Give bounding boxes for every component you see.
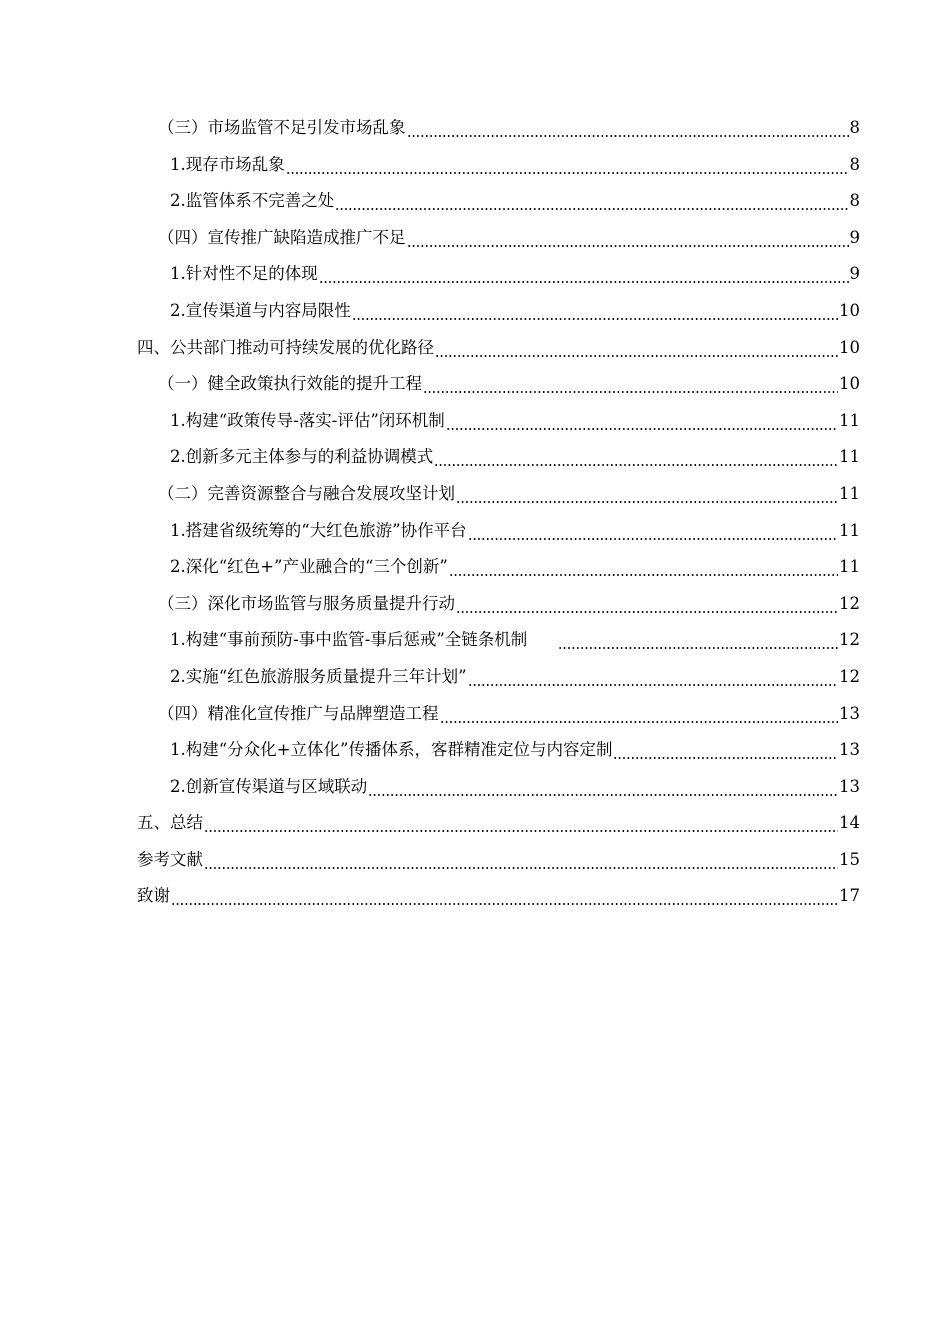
toc-entry-title: （四）宣传推广缺陷造成推广不足: [158, 220, 406, 257]
dot-leader: [449, 549, 838, 586]
toc-entry-title: 1.搭建省级统筹的“大红色旅游”协作平台: [170, 513, 467, 550]
toc-entry[interactable]: [0, 366, 950, 403]
dot-leader: [435, 330, 838, 367]
dot-leader: [468, 513, 838, 550]
toc-entry-page: 12: [839, 630, 860, 650]
toc-entry-title: 2.宣传渠道与内容局限性: [170, 293, 351, 330]
toc-entry-page: 14: [839, 813, 860, 833]
toc-entry-page: 13: [839, 703, 860, 723]
dot-leader: [440, 696, 839, 733]
dot-leader: [286, 147, 849, 184]
toc-entry-page: 9: [849, 227, 860, 247]
toc-entry-title: 1.构建“分众化+立体化”传播体系，客群精准定位与内容定制: [170, 732, 612, 769]
toc-entry-page: 10: [839, 300, 860, 320]
toc-entry[interactable]: [0, 293, 950, 330]
toc-entry-page: 13: [839, 776, 860, 796]
dot-leader: [613, 732, 838, 769]
toc-entry-title: 1.构建“政策传导-落实-评估”闭环机制: [170, 403, 445, 440]
toc-entry-title: 1.针对性不足的体现: [170, 256, 318, 293]
toc-entry-page: 8: [849, 191, 860, 211]
dot-leader: [456, 586, 838, 623]
toc-entry[interactable]: [0, 586, 950, 623]
toc-entry[interactable]: [0, 476, 950, 513]
toc-entry[interactable]: [0, 183, 950, 220]
toc-entry-title: （三）深化市场监管与服务质量提升行动: [158, 586, 455, 623]
toc-entry-title: 2.监管体系不完善之处: [170, 183, 334, 220]
dot-leader: [434, 439, 838, 476]
toc-entry[interactable]: [0, 659, 950, 696]
toc-entry-title: 致谢: [137, 878, 170, 915]
toc-entry[interactable]: [0, 549, 950, 586]
dot-leader: [171, 878, 838, 915]
dot-leader: [407, 220, 849, 257]
toc-entry[interactable]: [0, 878, 950, 915]
toc-entry-page: 8: [849, 118, 860, 137]
toc-entry-title: 1.构建“事前预防-事中监管-事后惩戒”全链条机制: [170, 622, 527, 659]
toc-entry-page: 8: [849, 154, 860, 174]
dot-leader: [558, 622, 838, 659]
toc-entry-page: 11: [839, 520, 860, 540]
dot-leader: [319, 256, 849, 293]
toc-entry-title: （三）市场监管不足引发市场乱象: [158, 110, 406, 147]
toc-entry[interactable]: [0, 696, 950, 733]
toc-entry[interactable]: [0, 256, 950, 293]
toc-entry-title: 2.实施“红色旅游服务质量提升三年计划”: [170, 659, 467, 696]
toc-entry-page: 13: [839, 740, 860, 760]
dot-leader: [204, 805, 838, 842]
toc-entry-page: 10: [839, 374, 860, 394]
toc-entry[interactable]: [0, 220, 950, 257]
toc-entry-page: 9: [849, 264, 860, 284]
toc-entry[interactable]: [0, 330, 950, 367]
toc-entry-page: 11: [839, 557, 860, 577]
toc-entry-page: 10: [839, 337, 860, 357]
toc-entry-page: 11: [839, 410, 860, 430]
toc-entry-title: 四、公共部门推动可持续发展的优化路径: [137, 330, 434, 367]
toc-entry-title: 五、总结: [137, 805, 203, 842]
toc-entry-title: 1.现存市场乱象: [170, 147, 285, 184]
toc-entry-page: 11: [839, 483, 860, 503]
toc-entry-title: （二）完善资源整合与融合发展攻坚计划: [158, 476, 455, 513]
toc-entry-title: 2.创新宣传渠道与区域联动: [170, 769, 367, 806]
toc-entry-title: 2.创新多元主体参与的利益协调模式: [170, 439, 433, 476]
toc-entry-title: 2.深化“红色+”产业融合的“三个创新”: [170, 549, 448, 586]
dot-leader: [204, 842, 838, 879]
toc-entry[interactable]: [0, 403, 950, 440]
toc-entry-title: （四）精准化宣传推广与品牌塑造工程: [158, 696, 439, 733]
toc-entry-page: 15: [839, 849, 860, 869]
dot-leader: [423, 366, 838, 403]
toc-entry[interactable]: [0, 439, 950, 476]
toc-entry-page: 17: [839, 886, 860, 906]
toc-entry[interactable]: [0, 110, 950, 147]
toc-entry[interactable]: [0, 147, 950, 184]
dot-leader: [468, 659, 838, 696]
table-of-contents: [0, 110, 950, 915]
toc-entry[interactable]: [0, 769, 950, 806]
dot-leader: [335, 183, 848, 220]
dot-leader: [456, 476, 838, 513]
toc-entry-page: 12: [839, 593, 860, 613]
toc-entry-title: （一）健全政策执行效能的提升工程: [158, 366, 422, 403]
toc-entry-page: 12: [839, 666, 860, 686]
toc-entry[interactable]: [0, 513, 950, 550]
dot-leader: [368, 769, 838, 806]
toc-entry-page: 11: [839, 447, 860, 467]
toc-entry[interactable]: [0, 622, 950, 659]
toc-entry[interactable]: [0, 842, 950, 879]
toc-entry[interactable]: [0, 732, 950, 769]
dot-leader: [352, 293, 838, 330]
dot-leader: [407, 110, 849, 147]
toc-entry[interactable]: [0, 805, 950, 842]
dot-leader: [446, 403, 838, 440]
toc-entry-title: 参考文献: [137, 842, 203, 879]
